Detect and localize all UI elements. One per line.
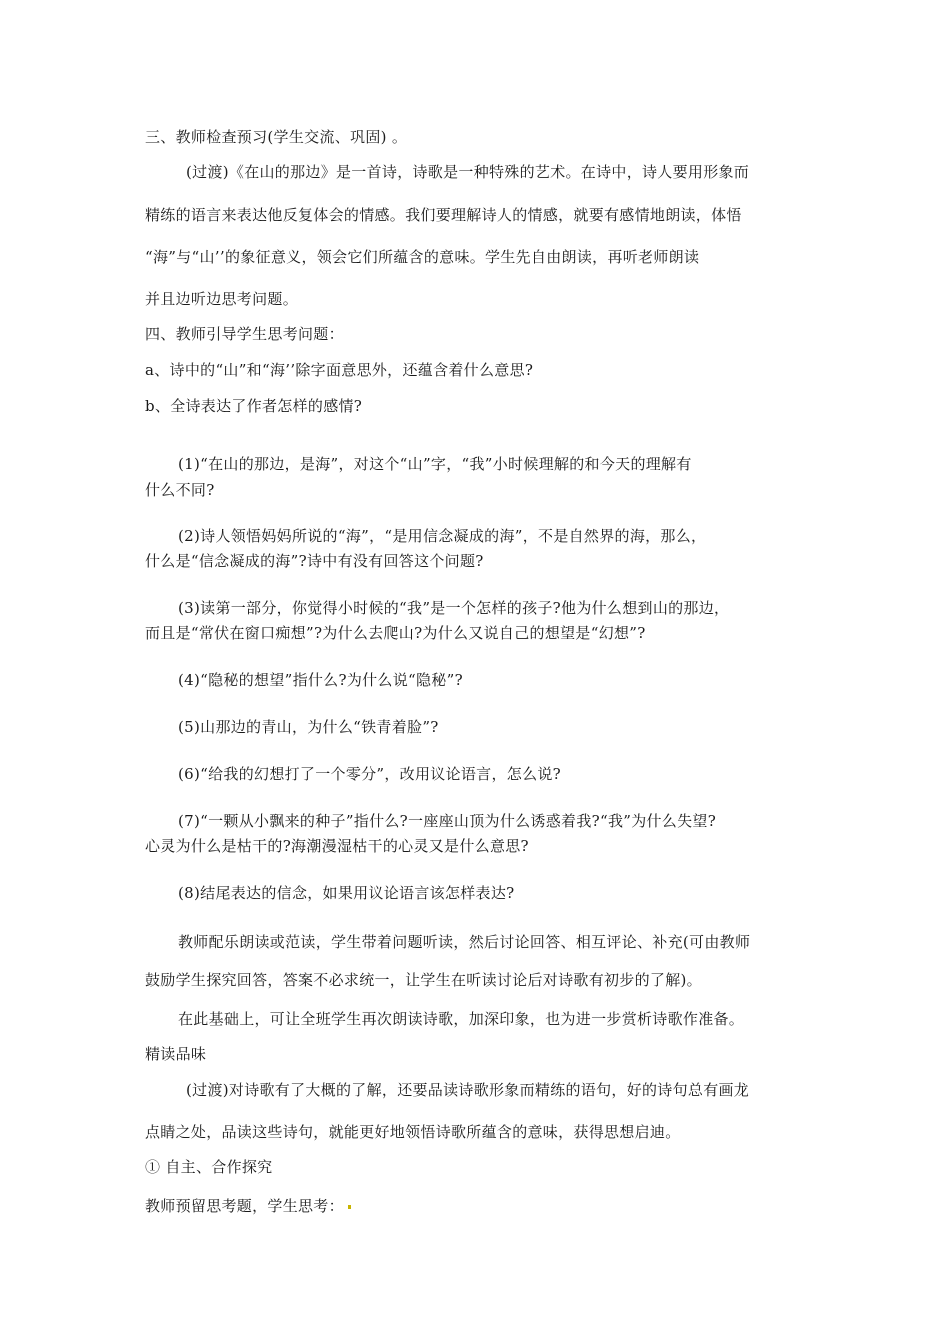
paragraph-line-last <box>145 1196 351 1216</box>
paragraph-line: 鼓励学生探究回答，答案不必求统一，让学生在听读讨论后对诗歌有初步的了解)。 <box>145 971 702 989</box>
question-a: a、诗中的“山”和“海’’除字面意思外，还蕴含着什么意思? <box>145 361 534 379</box>
paragraph-line: 并且边听边思考问题。 <box>145 290 299 308</box>
question-7-line: 心灵为什么是枯干的?海潮漫湿枯干的心灵又是什么意思? <box>145 837 529 855</box>
subsection-heading: 精读品味 <box>145 1045 207 1063</box>
question-5: (5)山那边的青山，为什么“铁青着脸”? <box>178 718 439 736</box>
question-1-line: (1)“在山的那边，是海”，对这个“山”字，“我”小时候理解的和今天的理解有 <box>178 455 692 473</box>
paragraph-line: 点睛之处，品读这些诗句，就能更好地领悟诗歌所蕴含的意味，获得思想启迪。 <box>145 1123 681 1141</box>
paragraph-line: 精练的语言来表达他反复体会的情感。我们要理解诗人的情感，就要有感情地朗读，体悟 <box>145 206 742 224</box>
question-b: b、全诗表达了作者怎样的感情? <box>145 397 363 415</box>
list-item-heading: ① 自主、合作探究 <box>145 1158 273 1176</box>
paragraph-line-text: 教师预留思考题，学生思考： <box>145 1197 344 1215</box>
section-heading-three: 三、教师检查预习(学生交流、巩固) 。 <box>145 128 408 146</box>
question-2-line: (2)诗人领悟妈妈所说的“海”，“是用信念凝成的海”，不是自然界的海，那么， <box>178 527 707 545</box>
question-1-line: 什么不同? <box>145 481 215 499</box>
paragraph-line: (过渡)对诗歌有了大概的了解，还要品读诗歌形象而精练的语句，好的诗句总有画龙 <box>186 1081 750 1099</box>
section-heading-four: 四、教师引导学生思考问题： <box>145 325 344 343</box>
question-4: (4)“隐秘的想望”指什么?为什么说“隐秘”? <box>178 671 463 689</box>
question-3-line: 而且是“常伏在窗口痴想”?为什么去爬山?为什么又说自己的想望是“幻想”? <box>145 624 646 642</box>
question-8: (8)结尾表达的信念，如果用议论语言该怎样表达? <box>178 884 515 902</box>
question-3-line: (3)读第一部分，你觉得小时候的“我”是一个怎样的孩子?他为什么想到山的那边， <box>178 599 730 617</box>
question-2-line: 什么是“信念凝成的海”?诗中有没有回答这个问题? <box>145 552 484 570</box>
paragraph-line: 在此基础上，可让全班学生再次朗读诗歌，加深印象，也为进一步赏析诗歌作准备。 <box>178 1010 745 1028</box>
question-6: (6)“给我的幻想打了一个零分”，改用议论语言，怎么说? <box>178 765 562 783</box>
paragraph-line: 教师配乐朗读或范读，学生带着问题听读，然后讨论回答、相互评论、补充(可由教师 <box>178 933 751 951</box>
paragraph-line: “海”与“山’’的象征意义，领会它们所蕴含的意味。学生先自由朗读，再听老师朗读 <box>145 248 700 266</box>
highlight-mark <box>348 1205 351 1209</box>
paragraph-line: (过渡)《在山的那边》是一首诗，诗歌是一种特殊的艺术。在诗中，诗人要用形象而 <box>186 163 750 181</box>
question-7-line: (7)“一颗从小飘来的种子”指什么?一座座山顶为什么诱惑着我?“我”为什么失望? <box>178 812 717 830</box>
